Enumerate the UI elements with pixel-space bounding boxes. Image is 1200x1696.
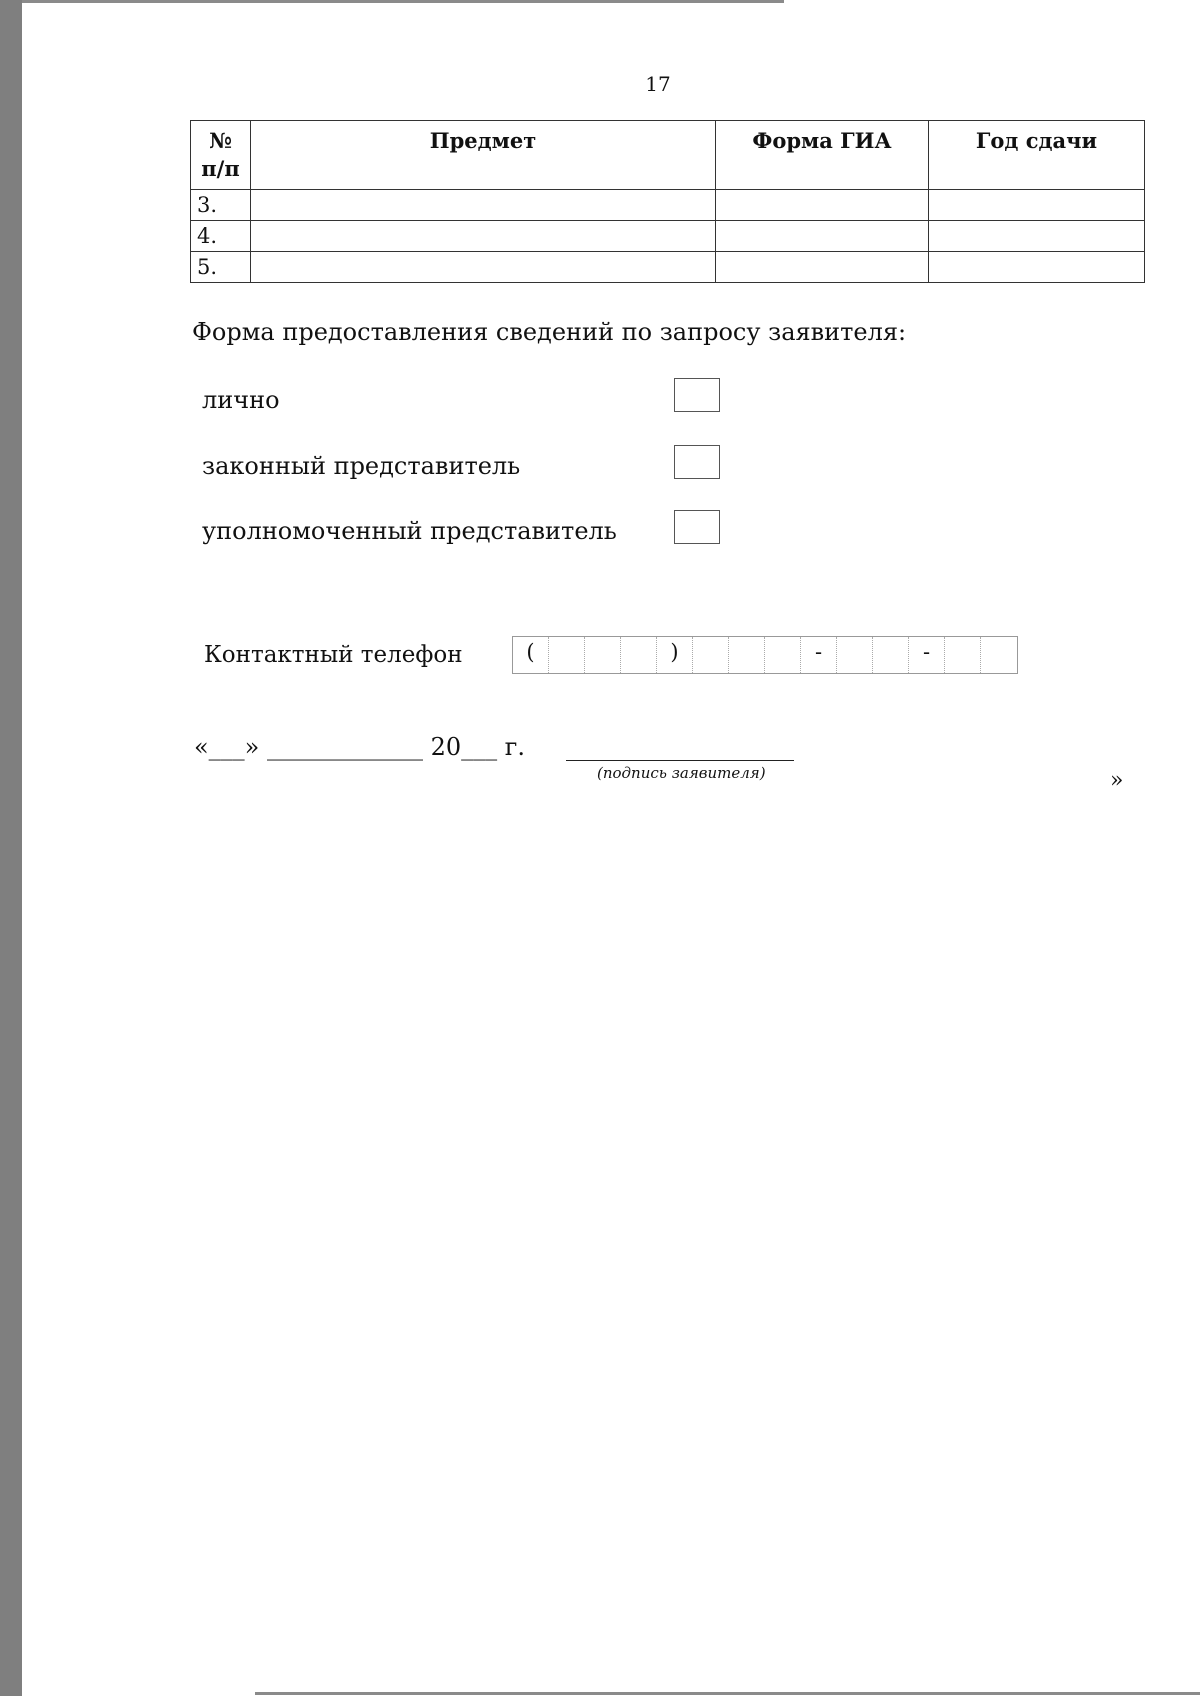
date-line[interactable]: «___» _____________ 20___ г. (194, 733, 525, 761)
header-number: № п/п (191, 121, 251, 190)
phone-cell[interactable] (585, 637, 621, 673)
phone-cell[interactable] (765, 637, 801, 673)
subject-cell[interactable] (251, 190, 716, 221)
form-section-title: Форма предоставления сведений по запросу заявителя: (192, 318, 907, 346)
subjects-table (190, 120, 1145, 283)
table-header-row (191, 121, 1145, 190)
phone-cell[interactable]: ) (657, 637, 693, 673)
phone-cell[interactable] (549, 637, 585, 673)
subject-cell[interactable] (251, 221, 716, 252)
phone-cell[interactable]: ( (513, 637, 549, 673)
exam-form-cell[interactable] (716, 221, 929, 252)
option-label-legal-representative: законный представитель (202, 452, 521, 480)
header-exam-year: Год сдачи (929, 121, 1145, 190)
scan-bottom-edge (255, 1692, 1200, 1695)
subject-cell[interactable] (251, 252, 716, 283)
option-checkbox-personal[interactable] (674, 378, 720, 412)
phone-cell[interactable] (729, 637, 765, 673)
row-number: 5. (191, 252, 251, 283)
phone-input-grid[interactable] (512, 636, 1018, 674)
signature-caption: (подпись заявителя) (597, 764, 766, 782)
table-row (191, 221, 1145, 252)
option-label-personal: лично (202, 386, 280, 414)
phone-label: Контактный телефон (204, 642, 463, 668)
page-number: 17 (645, 72, 671, 96)
table-row (191, 190, 1145, 221)
phone-cell[interactable] (873, 637, 909, 673)
phone-cell[interactable]: - (801, 637, 837, 673)
phone-cell[interactable] (837, 637, 873, 673)
scan-left-edge (0, 0, 22, 1696)
row-number: 4. (191, 221, 251, 252)
option-checkbox-authorized-representative[interactable] (674, 510, 720, 544)
header-exam-form: Форма ГИА (716, 121, 929, 190)
phone-cell[interactable] (621, 637, 657, 673)
exam-year-cell[interactable] (929, 252, 1145, 283)
row-number: 3. (191, 190, 251, 221)
exam-year-cell[interactable] (929, 221, 1145, 252)
option-label-authorized-representative: уполномоченный представитель (202, 517, 617, 545)
exam-form-cell[interactable] (716, 190, 929, 221)
exam-year-cell[interactable] (929, 190, 1145, 221)
signature-line[interactable] (566, 760, 794, 761)
phone-cell[interactable] (693, 637, 729, 673)
phone-cell[interactable] (945, 637, 981, 673)
table-row (191, 252, 1145, 283)
phone-cell[interactable] (981, 637, 1017, 673)
header-subject: Предмет (251, 121, 716, 190)
closing-quote: » (1110, 768, 1124, 793)
exam-form-cell[interactable] (716, 252, 929, 283)
phone-cell[interactable]: - (909, 637, 945, 673)
option-checkbox-legal-representative[interactable] (674, 445, 720, 479)
scan-top-edge (22, 0, 784, 3)
